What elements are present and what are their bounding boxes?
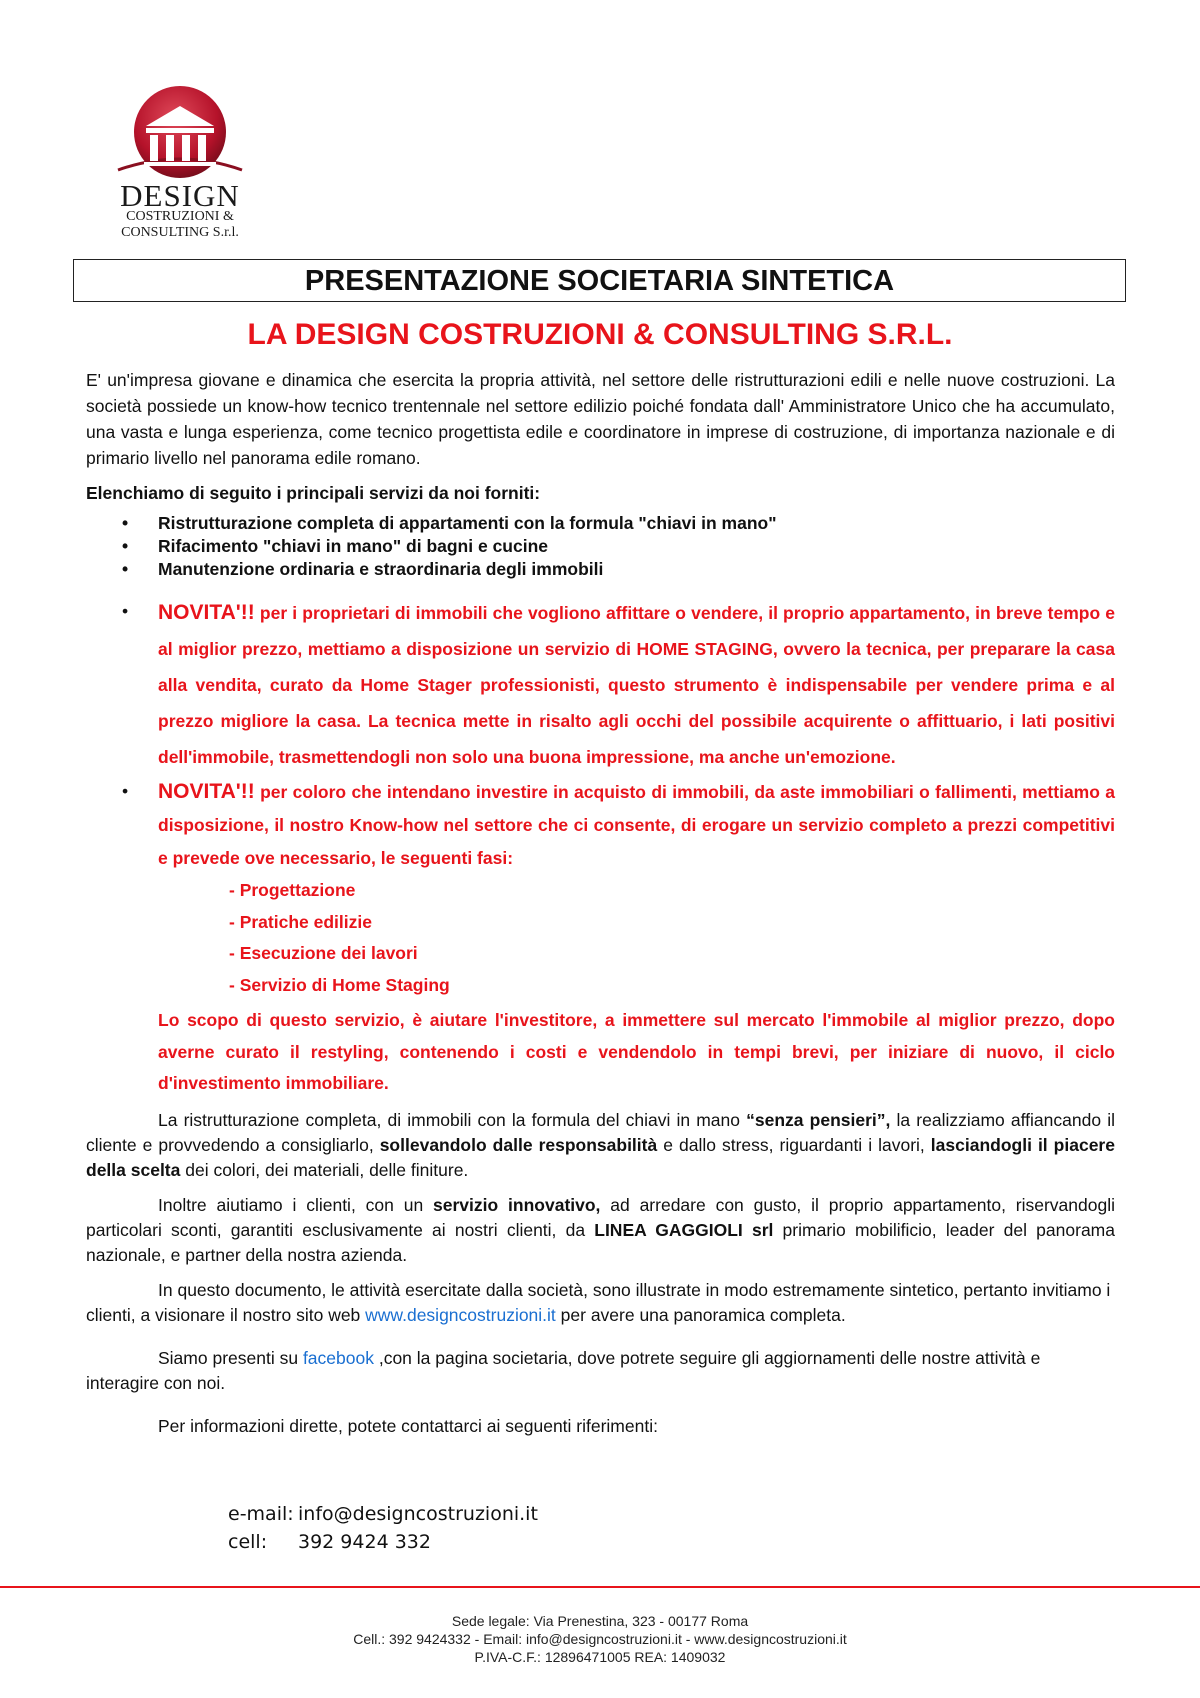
novita-label: NOVITA'!! xyxy=(158,780,255,803)
list-item: - Pratiche edilizie xyxy=(229,911,372,932)
bullet-icon: • xyxy=(122,781,129,801)
scope-paragraph: Lo scopo di questo servizio, è aiutare l'investitore, a immettere sul mercato l'immobile al miglior prezzo, dopo averne curato il restyling, contenendo i costi e vendendolo in tempi brevi, per iniziare di nuovo, il ciclo d'investimento immobiliare. xyxy=(158,1010,1115,1093)
novita-investment xyxy=(86,775,1115,1100)
email-label: e-mail: xyxy=(228,1503,294,1525)
company-logo xyxy=(100,78,260,243)
cell-value: 392 9424 332 xyxy=(298,1531,431,1553)
document-title: PRESENTAZIONE SOCIETARIA SINTETICA xyxy=(73,259,1126,302)
list-item: - Esecuzione dei lavori xyxy=(229,943,418,963)
paragraph-website: In questo documento, le attività esercitate dalla società, sono illustrate in modo estremamente sintetico, pertanto invitiamo i clienti, a visionare il nostro sito web www.designcostruzioni.it per avere una panoramica completa. xyxy=(86,1279,1111,1325)
document-body xyxy=(86,367,1115,1439)
contact-details xyxy=(228,1500,538,1556)
novita-text: per i proprietari di immobili che vogliono affittare o vendere, il proprio appartamento, in breve tempo e al miglior prezzo, mettiamo a disposizione un servizio di HOME STAGING, ovvero la tecnica, per preparare la casa alla vendita, curato da Home Stager professionisti, questo strumento è indispensabile per vendere prima e al prezzo migliore la casa. La tecnica mette in risalto agli occhi del possibile acquirente o affittuario, i lati positivi dell'immobile, trasmettendogli non solo una buona impressione, ma anche un'emozione. xyxy=(158,603,1115,767)
novita-label: NOVITA'!! xyxy=(158,601,255,624)
footer-divider xyxy=(0,1586,1200,1588)
company-name-heading: LA DESIGN COSTRUZIONI & CONSULTING S.R.L. xyxy=(247,318,953,351)
bullet-icon: • xyxy=(122,536,129,556)
temple-logo-icon xyxy=(100,78,260,178)
bullet-icon: • xyxy=(122,559,129,579)
facebook-link[interactable]: facebook xyxy=(302,1347,374,1368)
bullet-icon: • xyxy=(122,513,129,533)
intro-paragraph: E' un'impresa giovane e dinamica che esercita la propria attività, nel settore delle ristrutturazioni edili e nelle nuove costruzioni. La società possiede un know-how tecnico trentennale nel settore edilizio poiché fondata dall' Amministratore Unico che ha accumulato, una vasta e lunga esperienza, come tecnico progettista edile e coordinatore in imprese di costruzione, di importanza nazionale e di primario livello nel panorama edile romano. xyxy=(86,370,1115,468)
cell-label: cell: xyxy=(228,1531,268,1553)
logo-line-2: COSTRUZIONI & xyxy=(126,209,234,224)
footer-address: Sede legale: Via Prenestina, 323 - 00177 Roma xyxy=(451,1613,749,1629)
list-item: - Progettazione xyxy=(229,880,356,900)
services-list xyxy=(86,512,1115,581)
footer-contacts: Cell.: 392 9424332 - Email: info@designcostruzioni.it - www.designcostruzioni.it xyxy=(353,1631,847,1647)
novita-text: per coloro che intendano investire in acquisto di immobili, da aste immobiliari o fallimenti, mettiamo a disposizione, il nostro Know-how nel settore che ci consente, di erogare un servizio completo a prezzi competitivi e prevede ove necessario, le seguenti fasi: xyxy=(158,782,1115,868)
website-link[interactable]: www.designcostruzioni.it xyxy=(365,1304,556,1325)
paragraph-furnishing: Inoltre aiutiamo i clienti, con un servizio innovativo, ad arredare con gusto, il proprio appartamento, riservandogli particolari sconti, garantiti esclusivamente ai nostri clienti, da LINEA GAGGIOLI srl primario mobilificio, leader del panorama nazionale, e partner della nostra azienda. xyxy=(86,1194,1115,1265)
steps-list xyxy=(229,875,1115,1001)
bullet-icon: • xyxy=(122,601,129,621)
list-item: - Servizio di Home Staging xyxy=(229,974,450,995)
logo-line-3: CONSULTING S.r.l. xyxy=(121,225,239,240)
logo-line-1: DESIGN xyxy=(120,178,240,213)
list-item: • Ristrutturazione completa di appartamenti con la formula "chiavi in mano" xyxy=(122,513,777,533)
list-item: • Rifacimento "chiavi in mano" di bagni e cucine xyxy=(122,536,549,556)
footer-vat: P.IVA-C.F.: 12896471005 REA: 1409032 xyxy=(474,1649,726,1665)
services-lead: Elenchiamo di seguito i principali servizi da noi forniti: xyxy=(86,483,541,503)
paragraph-contacts-intro: Per informazioni dirette, potete contattarci ai seguenti riferimenti: xyxy=(158,1415,658,1436)
email-value: info@designcostruzioni.it xyxy=(298,1503,538,1525)
footer xyxy=(0,1612,1200,1666)
paragraph-facebook: Siamo presenti su facebook ,con la pagina societaria, dove potrete seguire gli aggiornamenti delle nostre attività e interagire con noi. xyxy=(86,1347,1041,1393)
paragraph-turnkey: La ristrutturazione completa, di immobili con la formula del chiavi in mano “senza pensieri”, la realizziamo affiancando il cliente e provvedendo a consigliarlo, sollevandolo dalle responsabilità e dallo stress, riguardanti i lavori, lasciandogli il piacere della scelta dei colori, dei materiali, delle finiture. xyxy=(86,1109,1115,1180)
novita-home-staging xyxy=(86,595,1115,775)
list-item: • Manutenzione ordinaria e straordinaria degli immobili xyxy=(122,559,604,579)
